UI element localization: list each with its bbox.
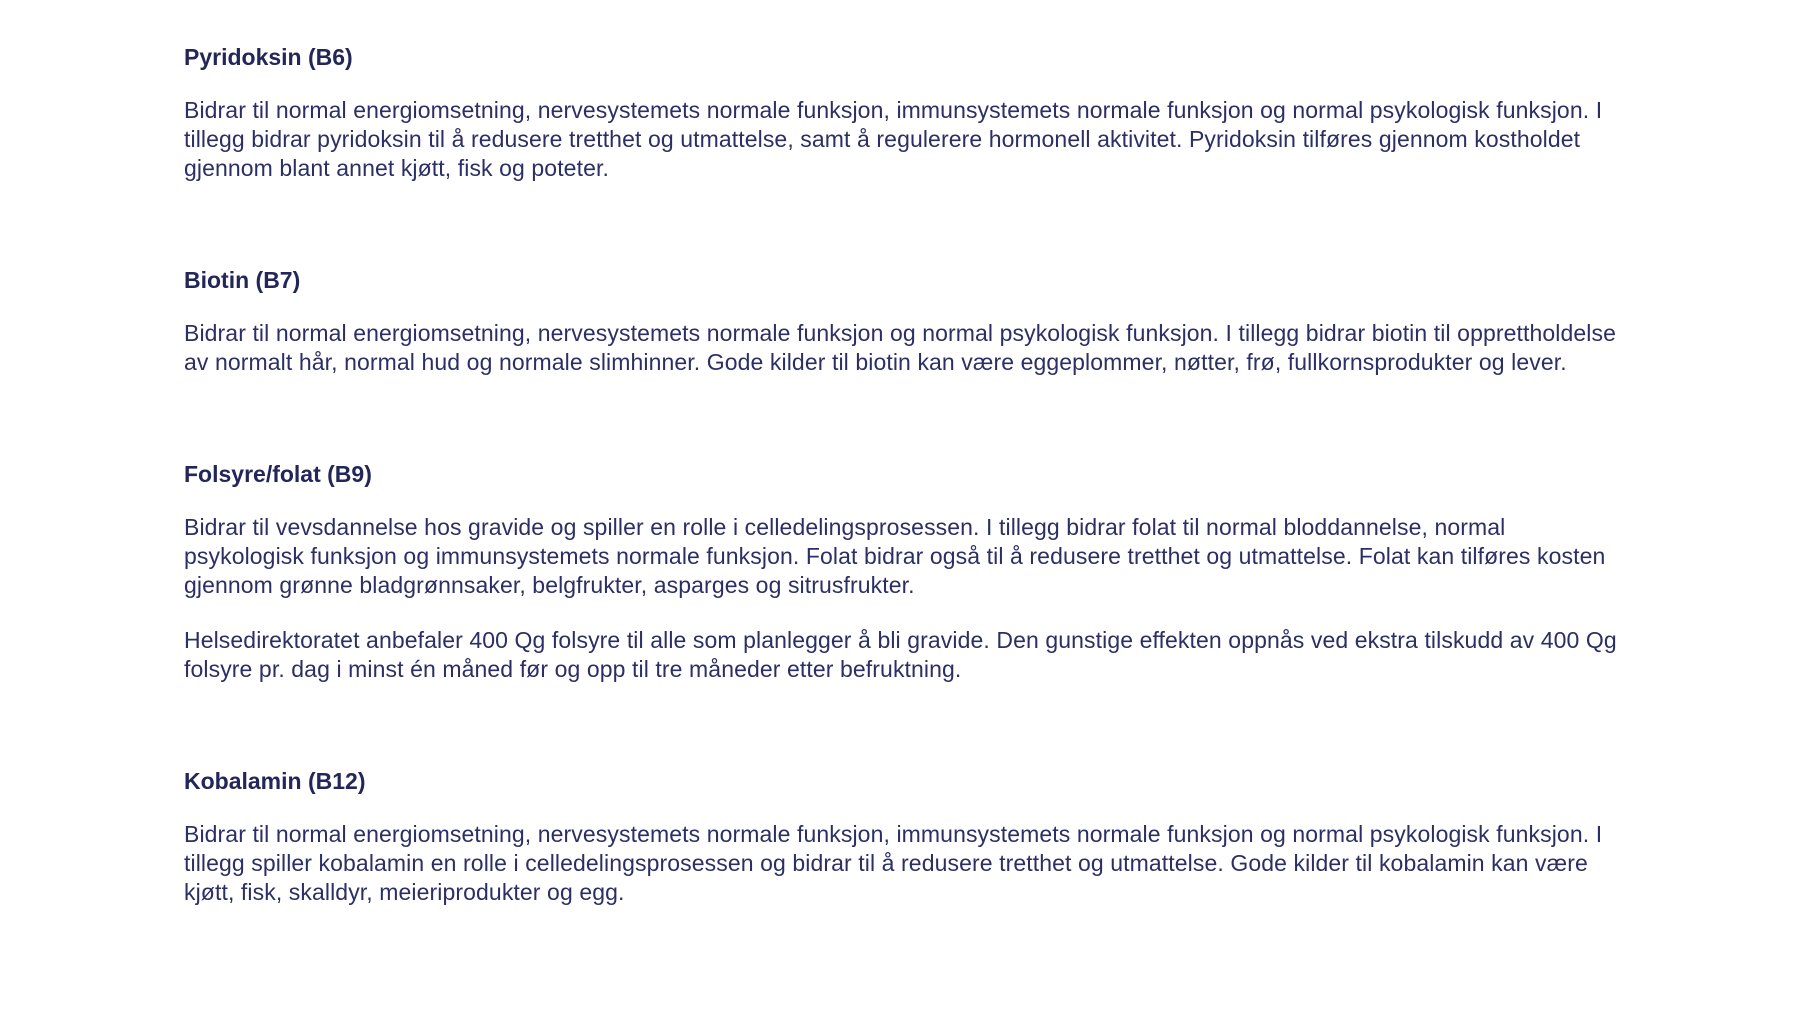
section-paragraph: Bidrar til vevsdannelse hos gravide og spiller en rolle i celledelingsprosessen. I tillegg bidrar folat til normal bloddannelse, normal psykologisk funksjon og immunsystemets normale funksjon. Folat bidrar også til å redusere tretthet og utmattelse. Folat kan tilføres kosten gjennom grønne bladgrønnsaker, belgfrukter, asparges og sitrusfrukter. xyxy=(184,514,1606,598)
section-paragraph: Bidrar til normal energiomsetning, nervesystemets normale funksjon, immunsystemets normale funksjon og normal psykologisk funksjon. I tillegg spiller kobalamin en rolle i celledelingsprosessen og bidrar til å redusere tretthet og utmattelse. Gode kilder til kobalamin kan være kjøtt, fisk, skalldyr, meieriprodukter og egg. xyxy=(184,821,1603,905)
section-kobalamin xyxy=(184,764,1624,907)
section-paragraph: Helsedirektoratet anbefaler 400 Qg folsyre til alle som planlegger å bli gravide. Den gunstige effekten oppnås ved ekstra tilskudd av 400 Qg folsyre pr. dag i minst én måned før og opp til tre måneder etter befruktning. xyxy=(184,627,1617,682)
section-folsyre xyxy=(184,457,1624,684)
section-biotin xyxy=(184,263,1624,377)
section-paragraph: Bidrar til normal energiomsetning, nervesystemets normale funksjon, immunsystemets normale funksjon og normal psykologisk funksjon. I tillegg bidrar pyridoksin til å redusere tretthet og utmattelse, samt å regulerere hormonell aktivitet. Pyridoksin tilføres gjennom kostholdet gjennom blant annet kjøtt, fisk og poteter. xyxy=(184,97,1603,181)
section-heading: Biotin (B7) xyxy=(184,267,301,293)
section-heading: Folsyre/folat (B9) xyxy=(184,461,372,487)
section-heading: Kobalamin (B12) xyxy=(184,768,366,794)
section-heading: Pyridoksin (B6) xyxy=(184,44,353,70)
section-pyridoksin xyxy=(184,40,1624,183)
section-paragraph: Bidrar til normal energiomsetning, nervesystemets normale funksjon og normal psykologisk funksjon. I tillegg bidrar biotin til opprettholdelse av normalt hår, normal hud og normale slimhinner. Gode kilder til biotin kan være eggeplommer, nøtter, frø, fullkornsprodukter og lever. xyxy=(184,320,1616,375)
vitamin-info-document xyxy=(184,40,1624,907)
